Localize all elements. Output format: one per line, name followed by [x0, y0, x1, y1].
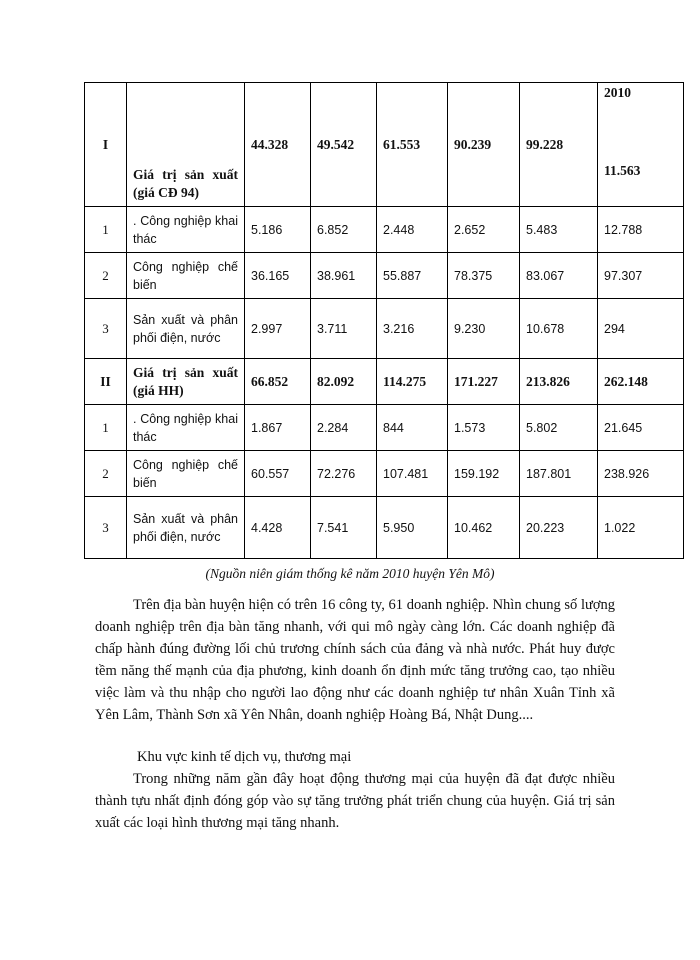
value-cell: 44.328	[245, 83, 311, 207]
value-cell: 6.852	[311, 207, 377, 253]
row-label: Giá trị sản xuất (giá HH)	[127, 359, 245, 405]
value-cell: 107.481	[377, 451, 448, 497]
value-cell: 1.022	[598, 497, 684, 559]
row-label: . Công nghiệp khai thác	[127, 405, 245, 451]
section-heading	[95, 746, 615, 768]
value-cell: 66.852	[245, 359, 311, 405]
row-label: Công nghiệp chế biến	[127, 451, 245, 497]
row-index: II	[85, 359, 127, 405]
value-cell: 9.230	[448, 299, 520, 359]
value-cell: 114.275	[377, 359, 448, 405]
row-label: Sản xuất và phân phối điện, nước	[127, 299, 245, 359]
value-cell: 10.678	[520, 299, 598, 359]
row-label: Công nghiệp chế biến	[127, 253, 245, 299]
table-row	[85, 497, 684, 559]
row-label: Giá trị sản xuất (giá CĐ 94)	[127, 83, 245, 207]
value-cell: 294	[598, 299, 684, 359]
value-cell: 21.645	[598, 405, 684, 451]
value-cell: 12.788	[598, 207, 684, 253]
row-index: 1	[85, 207, 127, 253]
value-cell: 97.307	[598, 253, 684, 299]
row-index: 1	[85, 405, 127, 451]
value-cell: 55.887	[377, 253, 448, 299]
value-cell: 262.148	[598, 359, 684, 405]
value-cell: 7.541	[311, 497, 377, 559]
table-row	[85, 405, 684, 451]
table-source-caption: (Nguồn niên giám thống kê năm 2010 huyện Yên Mô)	[205, 566, 495, 581]
table-row	[85, 451, 684, 497]
value-cell: 5.802	[520, 405, 598, 451]
heading-text: Khu vực kinh tế dịch vụ, thương mại	[137, 749, 352, 765]
value-cell: 3.216	[377, 299, 448, 359]
value-cell: 99.228	[520, 83, 598, 207]
value-cell: 187.801	[520, 451, 598, 497]
paragraph-businesses	[95, 594, 615, 726]
value-cell: 78.375	[448, 253, 520, 299]
value-cell: 82.092	[311, 359, 377, 405]
value-cell: 5.186	[245, 207, 311, 253]
table-row	[85, 83, 684, 207]
value-cell: 5.950	[377, 497, 448, 559]
value-cell: 844	[377, 405, 448, 451]
value-cell: 38.961	[311, 253, 377, 299]
value-cell: 5.483	[520, 207, 598, 253]
value-cell: 83.067	[520, 253, 598, 299]
value-cell: 2.448	[377, 207, 448, 253]
value-cell: 11.563	[604, 163, 641, 178]
year-column-cell	[598, 83, 684, 207]
row-index: 3	[85, 497, 127, 559]
value-cell: 4.428	[245, 497, 311, 559]
row-label: Sản xuất và phân phối điện, nước	[127, 497, 245, 559]
statistics-table	[84, 82, 684, 559]
value-cell: 90.239	[448, 83, 520, 207]
value-cell: 238.926	[598, 451, 684, 497]
value-cell: 2.284	[311, 405, 377, 451]
value-cell: 72.276	[311, 451, 377, 497]
value-cell: 213.826	[520, 359, 598, 405]
row-index: 2	[85, 451, 127, 497]
value-cell: 36.165	[245, 253, 311, 299]
table-row	[85, 253, 684, 299]
year-header: 2010	[604, 85, 631, 100]
value-cell: 60.557	[245, 451, 311, 497]
table-row	[85, 359, 684, 405]
row-index: 2	[85, 253, 127, 299]
paragraph-text: Trên địa bàn huyện hiện có trên 16 công ty, 61 doanh nghiệp. Nhìn chung số lượng doanh nghiệp trên địa bàn tăng nhanh, với qui mô ngày càng lớn. Các doanh nghiệp đã chấp hành đúng đường lối chủ trương chính sách của đảng và nhà nước. Phát huy được tềm năng thế mạnh của địa phương, kinh doanh ổn định mức tăng trưởng cao, tạo nhiều việc làm và thu nhập cho người lao động như các doanh nghiệp tư nhân Xuân Tỉnh xã Yên Lâm, Thành Sơn xã Yên Nhân, doanh nghiệp Hoàng Bá, Nhật Dung....	[95, 597, 615, 723]
value-cell: 61.553	[377, 83, 448, 207]
table-row	[85, 299, 684, 359]
value-cell: 3.711	[311, 299, 377, 359]
paragraph-commerce	[95, 768, 615, 834]
value-cell: 1.867	[245, 405, 311, 451]
row-label: . Công nghiệp khai thác	[127, 207, 245, 253]
row-index: I	[85, 83, 127, 207]
value-cell: 159.192	[448, 451, 520, 497]
value-cell: 49.542	[311, 83, 377, 207]
value-cell: 2.997	[245, 299, 311, 359]
paragraph-text: Trong những năm gần đây hoạt động thương mại của huyện đã đạt được nhiều thành tựu nhất định đóng góp vào sự tăng trưởng phát triển chung của huyện. Giá trị sản xuất các loại hình thương mại tăng nhanh.	[95, 771, 615, 831]
row-index: 3	[85, 299, 127, 359]
value-cell: 1.573	[448, 405, 520, 451]
value-cell: 2.652	[448, 207, 520, 253]
value-cell: 20.223	[520, 497, 598, 559]
value-cell: 10.462	[448, 497, 520, 559]
table-row	[85, 207, 684, 253]
value-cell: 171.227	[448, 359, 520, 405]
